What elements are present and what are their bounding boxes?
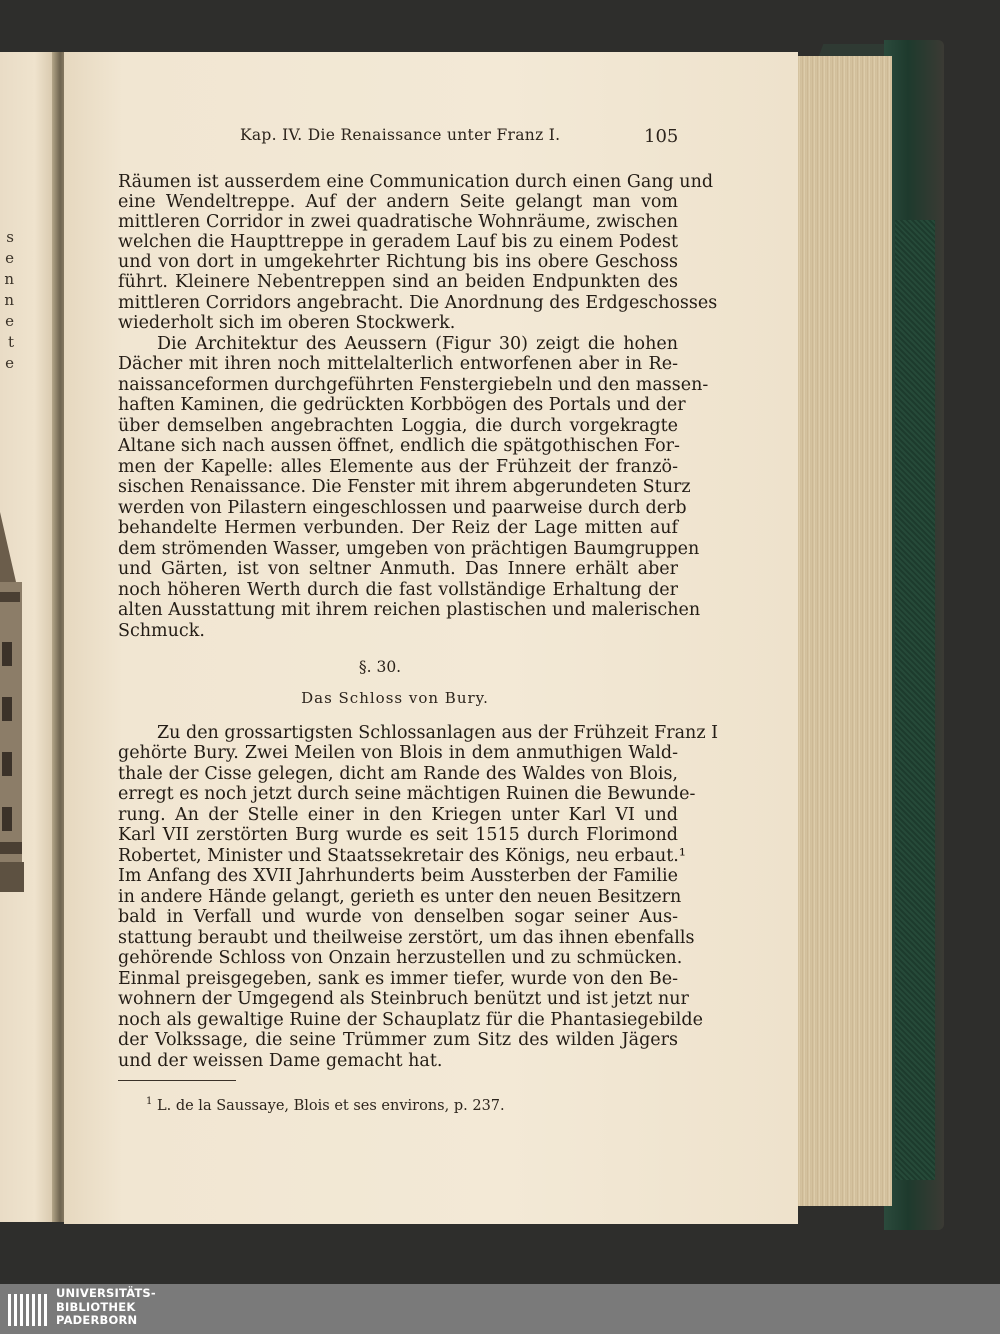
text-line: führt. Kleinere Nebentreppen sind an beiden Endpunkten des: [118, 272, 678, 292]
library-name-line: UNIVERSITÄTS-: [56, 1286, 156, 1300]
left-fragment: e: [5, 312, 14, 330]
left-page: [0, 52, 58, 1222]
text-line: eine Wendeltreppe. Auf der andern Seite gelangt man vom: [118, 192, 678, 212]
text-line: Die Architektur des Aeussern (Figur 30) zeigt die hohen: [157, 334, 678, 354]
text-line: haften Kaminen, die gedrückten Korbbögen des Portals und der: [118, 395, 686, 415]
text-line: Zu den grossartigsten Schlossanlagen aus der Frühzeit Franz I: [157, 723, 719, 743]
text-line: in andere Hände gelangt, gerieth es unter den neuen Besitzern: [118, 887, 682, 907]
text-line: sischen Renaissance. Die Fenster mit ihrem abgerundeten Sturz: [118, 477, 691, 497]
text-line: werden von Pilastern eingeschlossen und paarweise durch derb: [118, 498, 687, 518]
section-number: §. 30.: [358, 658, 402, 676]
text-line: stattung beraubt und theilweise zerstört, um das ihnen ebenfalls: [118, 928, 695, 948]
section-title: Das Schloss von Bury.: [301, 689, 489, 707]
text-line: erregt es noch jetzt durch seine mächtigen Ruinen die Bewunde-: [118, 784, 696, 804]
left-fragment: e: [5, 354, 14, 372]
text-line: Einmal preisgegeben, sank es immer tiefer, wurde von den Be-: [118, 969, 678, 989]
left-fragment: n: [4, 291, 14, 309]
text-line: gehörende Schloss von Onzain herzustellen und zu schmücken.: [118, 948, 683, 968]
text-line: der Volkssage, die seine Trümmer zum Sitz des wilden Jägers: [118, 1030, 678, 1050]
text-line: bald in Verfall und wurde von denselben sogar seiner Aus-: [118, 907, 678, 927]
text-line: über demselben angebrachten Loggia, die durch vorgekragte: [118, 416, 678, 436]
text-line: gehörte Bury. Zwei Meilen von Blois in dem anmuthigen Wald-: [118, 743, 678, 763]
text-line: rung. An der Stelle einer in den Kriegen unter Karl VI und: [118, 805, 678, 825]
text-line: dem strömenden Wasser, umgeben von prächtigen Baumgruppen: [118, 539, 700, 559]
library-name-line: BIBLIOTHEK: [56, 1299, 136, 1314]
text-line: und Gärten, ist von seltner Anmuth. Das Innere erhält aber: [118, 559, 678, 579]
running-head: Kap. IV. Die Renaissance unter Franz I.: [240, 126, 561, 144]
footnote-marker: 1: [146, 1096, 153, 1107]
text-line: Karl VII zerstörten Burg wurde es seit 1515 durch Florimond: [118, 825, 678, 845]
book-cover-texture: [895, 220, 935, 1180]
text-line: und der weissen Dame gemacht hat.: [118, 1051, 443, 1071]
library-name: [56, 1287, 156, 1328]
text-line: Dächer mit ihren noch mittelalterlich entworfenen aber in Re-: [118, 354, 678, 374]
text-line: wohnern der Umgegend als Steinbruch benützt und ist jetzt nur: [118, 989, 689, 1009]
left-fragment: n: [4, 270, 14, 288]
text-line: welchen die Haupttreppe in geradem Lauf bis zu einem Podest: [118, 232, 678, 252]
text-line: noch als gewaltige Ruine der Schauplatz für die Phantasiegebilde: [118, 1010, 703, 1030]
text-line: men der Kapelle: alles Elemente aus der Frühzeit der franzö-: [118, 457, 678, 477]
text-line: Räumen ist ausserdem eine Communication durch einen Gang und: [118, 172, 714, 192]
left-fragment: e: [5, 249, 14, 267]
text-line: wiederholt sich im oberen Stockwerk.: [118, 313, 456, 333]
left-page-text-fragments: [0, 228, 14, 375]
text-line: Schmuck.: [118, 621, 205, 641]
library-logo-icon: [6, 1290, 48, 1330]
footnote: [146, 1096, 505, 1114]
library-footer-bar: [0, 1284, 1000, 1334]
footnote-text: L. de la Saussaye, Blois et ses environs, p. 237.: [156, 1097, 505, 1114]
text-line: thale der Cisse gelegen, dicht am Rande des Waldes von Blois,: [118, 764, 678, 784]
text-line: mittleren Corridors angebracht. Die Anordnung des Erdgeschosses: [118, 293, 718, 313]
library-name-line: PADERBORN: [56, 1313, 138, 1327]
left-fragment: t: [7, 333, 14, 351]
page-block-edges: [796, 56, 892, 1206]
text-line: mittleren Corridor in zwei quadratische Wohnräume, zwischen: [118, 212, 678, 232]
text-line: Altane sich nach aussen öffnet, endlich die spätgothischen For-: [118, 436, 680, 456]
text-line: Im Anfang des XVII Jahrhunderts beim Aussterben der Familie: [118, 866, 678, 886]
text-line: Robertet, Minister und Staatssekretair des Königs, neu erbaut.¹: [118, 846, 686, 866]
footnote-rule: [118, 1080, 236, 1081]
text-line: alten Ausstattung mit ihrem reichen plastischen und malerischen: [118, 600, 701, 620]
page-number: 105: [644, 126, 679, 147]
text-line: noch höheren Werth durch die fast vollständige Erhaltung der: [118, 580, 678, 600]
text-line: und von dort in umgekehrter Richtung bis ins obere Geschoss: [118, 252, 678, 272]
text-line: behandelte Hermen verbunden. Der Reiz der Lage mitten auf: [118, 518, 678, 538]
text-line: naissanceformen durchgeführten Fenstergiebeln und den massen-: [118, 375, 709, 395]
left-fragment: s: [6, 228, 14, 246]
